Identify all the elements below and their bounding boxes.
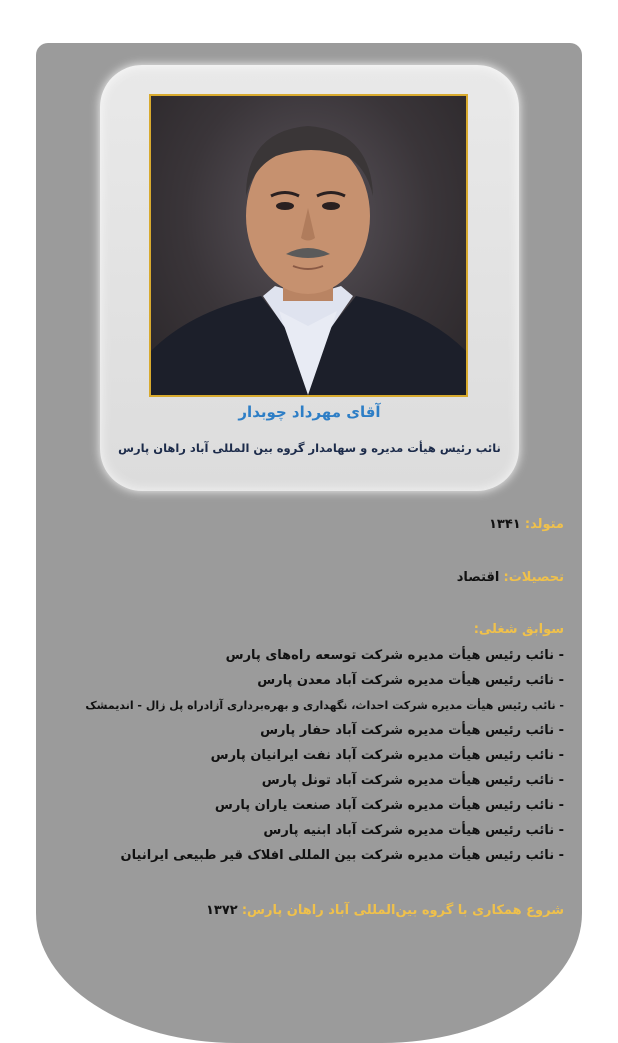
experience-item: - نائب رئیس هیأت مدیره شرکت احداث، نگهداری و بهره‌برداری آزادراه پل زال - اندیمشک <box>85 699 564 712</box>
profile-photo <box>149 94 468 397</box>
experience-item: - نائب رئیس هیأت مدیره شرکت آباد تونل پارس <box>261 773 564 788</box>
experience-item: - نائب رئیس هیأت مدیره شرکت آباد نفت ایرانیان پارس <box>210 748 564 763</box>
start-value: ۱۳۷۲ <box>205 903 238 918</box>
birth-value: ۱۳۴۱ <box>489 517 521 532</box>
experience-item: - نائب رئیس هیأت مدیره شرکت آباد صنعت یاران پارس <box>214 798 564 813</box>
person-name: آقای مهرداد چوبدار <box>238 403 381 421</box>
profile-card <box>36 43 582 1043</box>
education-row <box>457 570 564 585</box>
experience-item: - نائب رئیس هیأت مدیره شرکت توسعه راه‌های پارس <box>225 648 564 663</box>
experience-label: سوابق شغلی: <box>473 622 564 637</box>
start-label: شروع همکاری با گروه بین‌المللی آباد راهان پارس: <box>241 903 564 918</box>
education-value: اقتصاد <box>456 570 500 585</box>
birth-label: متولد: <box>524 517 564 532</box>
education-label: تحصیلات: <box>503 570 564 585</box>
birth-row <box>489 517 564 532</box>
experience-item: - نائب رئیس هیأت مدیره شرکت آباد ابنیه پارس <box>263 823 564 838</box>
experience-item: - نائب رئیس هیأت مدیره شرکت بین المللی افلاک قیر طبیعی ایرانیان <box>120 848 564 863</box>
experience-item: - نائب رئیس هیأت مدیره شرکت آباد معدن پارس <box>257 673 564 688</box>
start-row <box>206 903 564 918</box>
photo-frame <box>100 65 519 491</box>
experience-item: - نائب رئیس هیأت مدیره شرکت آباد حفار پارس <box>260 723 564 738</box>
person-role: نائب رئیس هیأت مدیره و سهامدار گروه بین المللی آباد راهان پارس <box>118 441 501 455</box>
